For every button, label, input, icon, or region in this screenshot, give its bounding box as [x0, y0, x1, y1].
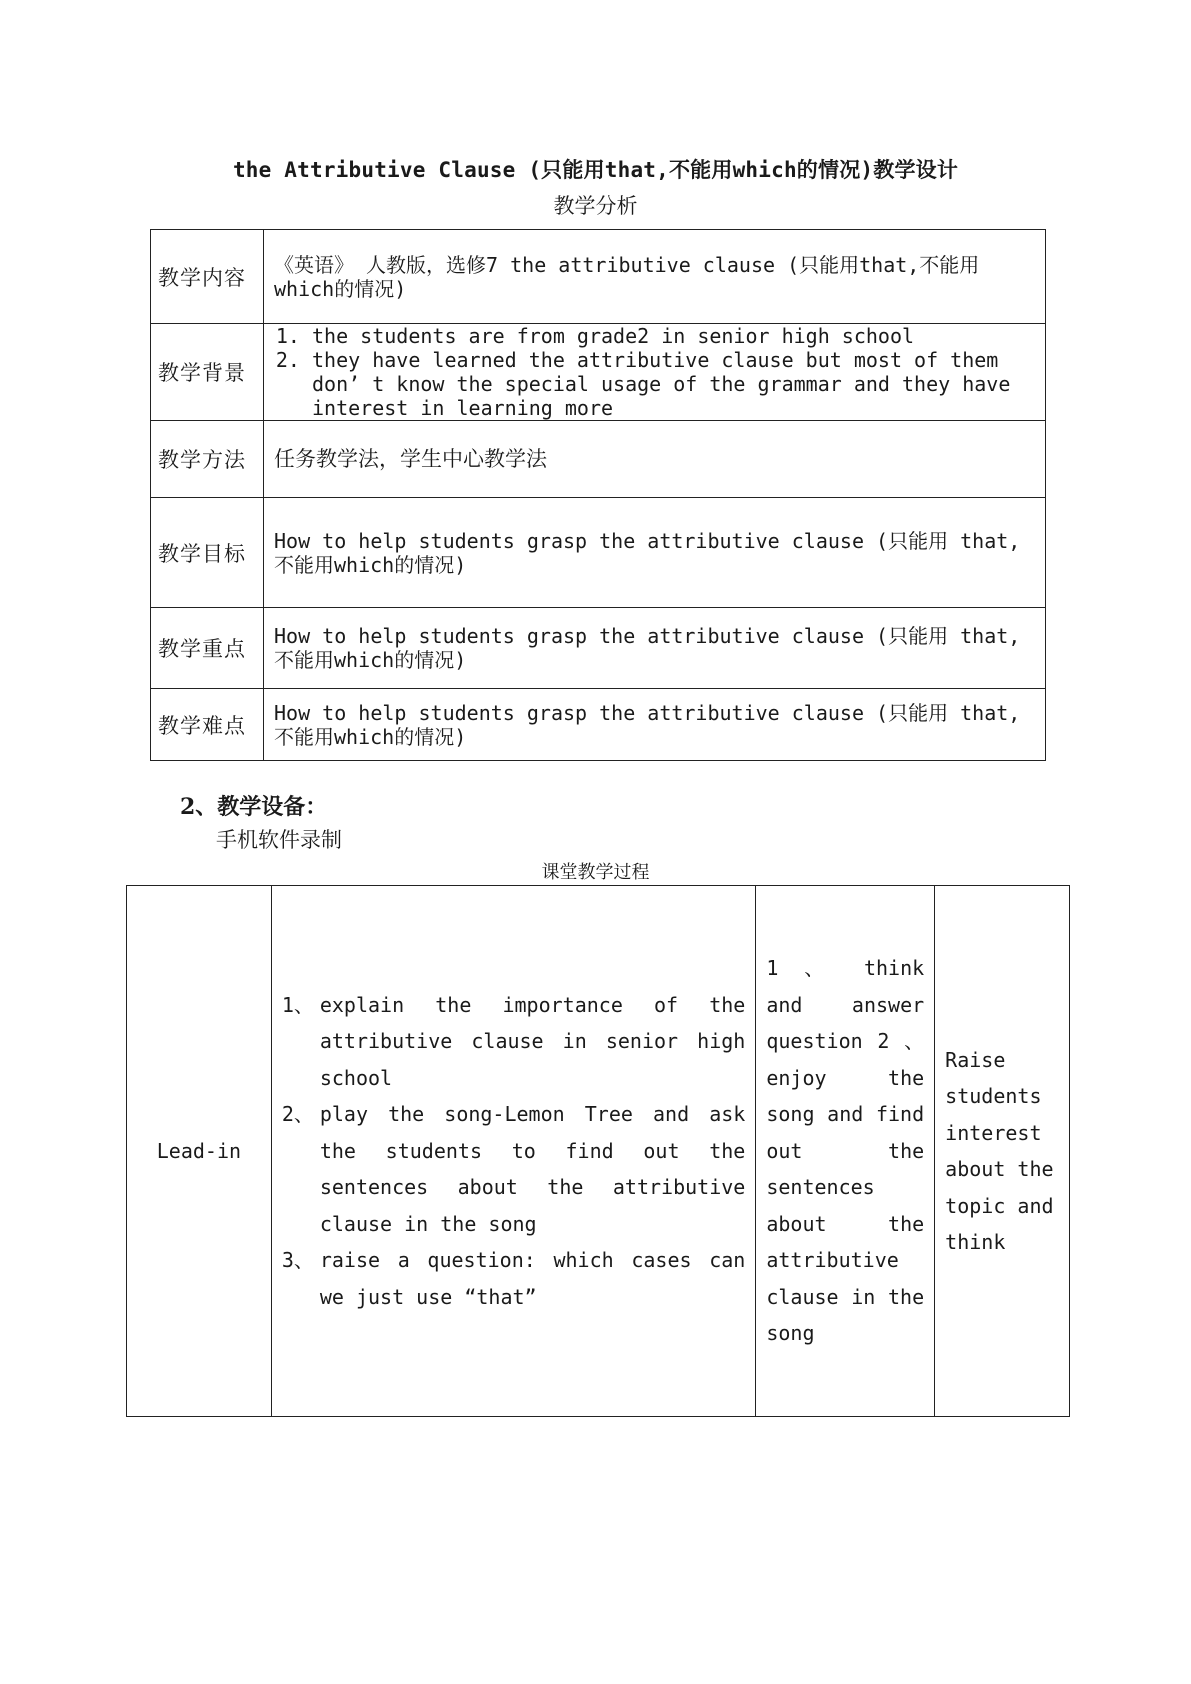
- table-row: [151, 324, 1046, 421]
- row-value-method: 任务教学法，学生中心教学法: [264, 421, 1046, 498]
- purpose-cell: Raise students interest about the topic and think: [935, 886, 1070, 1417]
- document-title: the Attributive Clause (只能用that,不能用which的情况)教学设计: [232, 158, 959, 182]
- analysis-table: [150, 229, 1046, 761]
- student-activity-cell: 1 、 think and answer question 2 、 enjoy the song and find out the sentences about the attributive clause in the song: [756, 886, 935, 1417]
- row-value-key-point: How to help students grasp the attributive clause (只能用 that,不能用which的情况): [264, 608, 1046, 689]
- section-title-analysis: 教学分析: [553, 194, 638, 218]
- step-number: 2、: [281, 1102, 314, 1127]
- step-text: explain the importance of the attributive clause in senior high school: [319, 992, 746, 1090]
- list-item: 1. the students are from grade2 in senior high school: [312, 324, 1041, 348]
- equipment-heading: 2、教学设备：: [180, 794, 328, 820]
- table-row: [151, 689, 1046, 761]
- step-text: raise a question: which cases can we just use “that”: [319, 1248, 746, 1309]
- step-number: 1、: [281, 992, 314, 1017]
- table-row: [151, 230, 1046, 324]
- row-value-difficulty: How to help students grasp the attributive clause (只能用 that,不能用which的情况): [264, 689, 1046, 761]
- stage-cell: Lead-in: [127, 886, 272, 1417]
- table-row: [127, 886, 1070, 1417]
- list-item: 2. they have learned the attributive clause but most of them don’ t know the special usage of the grammar and they have interest in learning more: [312, 348, 1041, 420]
- row-label-content: 教学内容: [151, 230, 264, 324]
- table-row: [151, 608, 1046, 689]
- teacher-activity-cell: [271, 886, 756, 1417]
- list-item: [282, 1242, 746, 1315]
- row-value-goal: How to help students grasp the attributive clause (只能用 that,不能用which的情况): [264, 498, 1046, 608]
- row-label-background: 教学背景: [151, 324, 264, 421]
- table-row: [151, 421, 1046, 498]
- row-label-key-point: 教学重点: [151, 608, 264, 689]
- process-table: [126, 885, 1070, 1417]
- row-value-content: 《英语》 人教版，选修7 the attributive clause (只能用that,不能用which的情况): [264, 230, 1046, 324]
- list-item: [282, 1096, 746, 1242]
- row-value-background: [264, 324, 1046, 421]
- step-text: play the song-Lemon Tree and ask the students to find out the sentences about the attributive clause in the song: [319, 1102, 746, 1236]
- row-label-difficulty: 教学难点: [151, 689, 264, 761]
- row-label-goal: 教学目标: [151, 498, 264, 608]
- table-row: [151, 498, 1046, 608]
- process-title: 课堂教学过程: [541, 862, 650, 883]
- step-number: 3、: [281, 1248, 314, 1273]
- list-item: [282, 987, 746, 1097]
- background-list: [274, 324, 1041, 420]
- teacher-steps: [282, 987, 746, 1316]
- row-label-method: 教学方法: [151, 421, 264, 498]
- equipment-text: 手机软件录制: [216, 828, 342, 852]
